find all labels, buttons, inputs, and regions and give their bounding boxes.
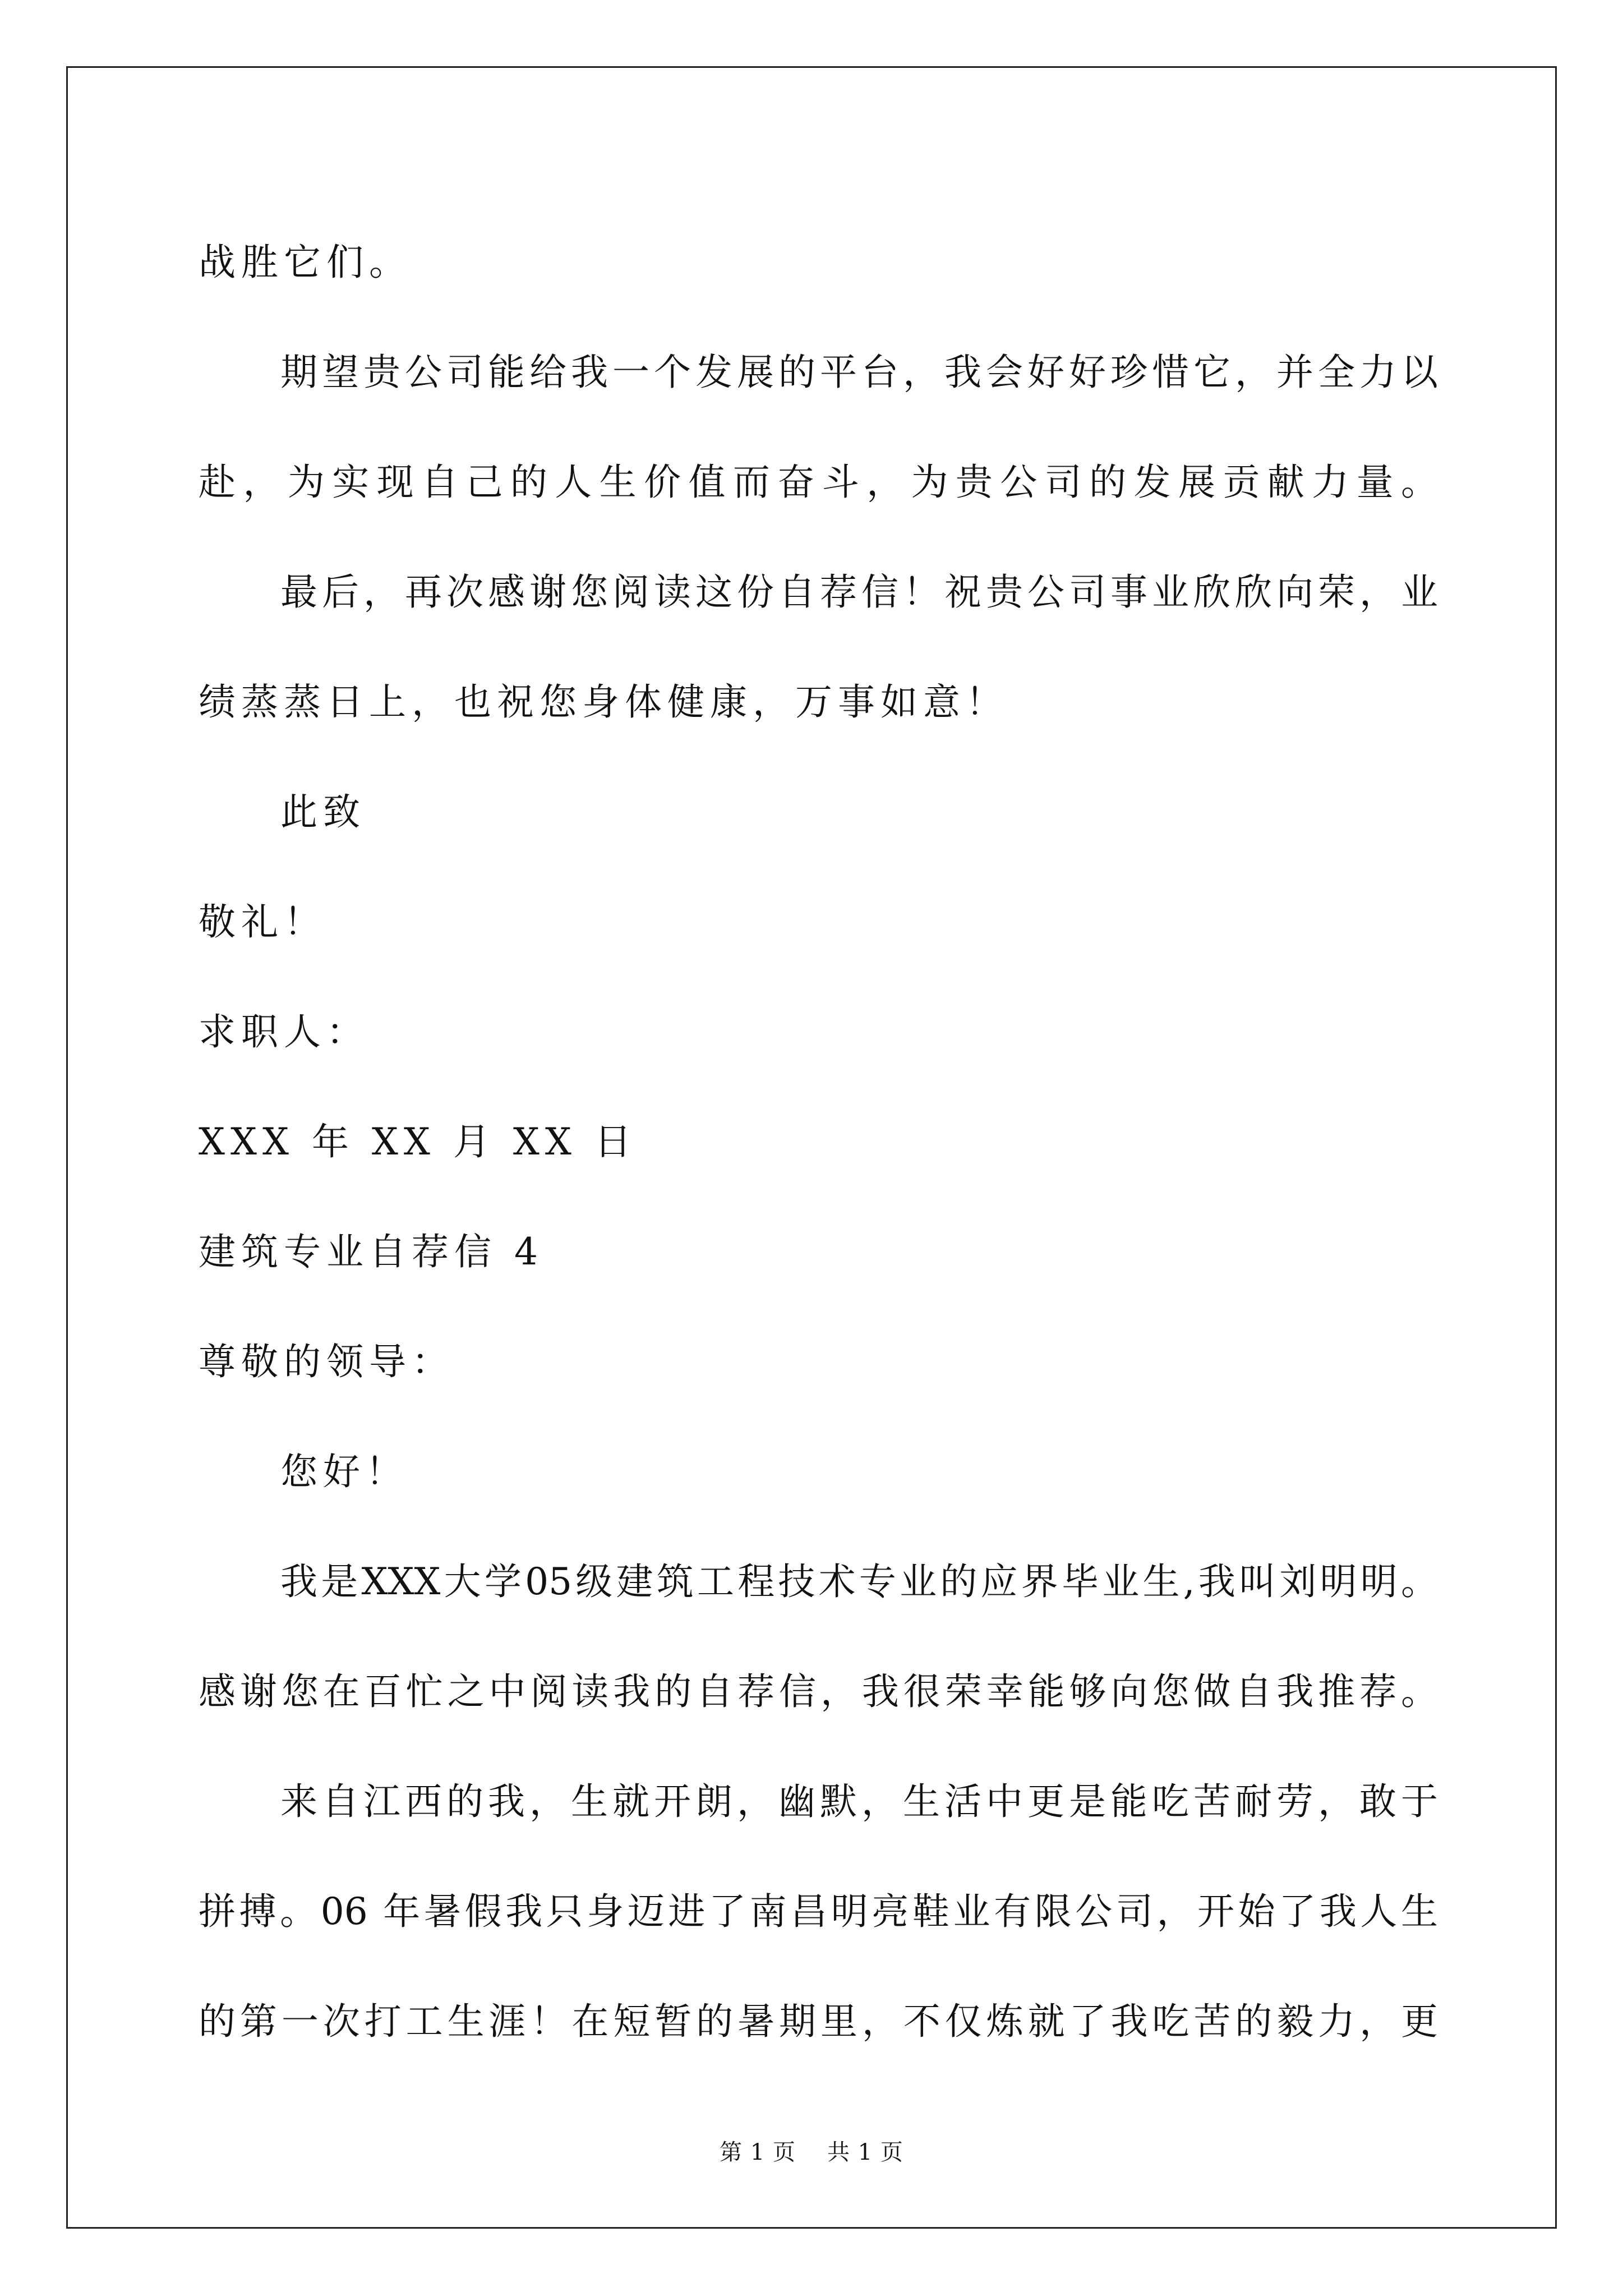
text-line: 的第一次打工生涯！在短暂的暑期里，不仅炼就了我吃苦的毅力，更: [199, 2000, 1438, 2043]
page-total: 共 1 页: [827, 2139, 903, 2165]
text-line: 赴，为实现自己的人生价值而奋斗，为贵公司的发展贡献力量。: [199, 461, 1438, 504]
text-line: 绩蒸蒸日上，也祝您身体健康，万事如意！: [199, 680, 1008, 724]
section-title: 建筑专业自荐信 4: [199, 1230, 543, 1273]
greeting-line: 尊敬的领导：: [199, 1340, 454, 1383]
text-line: 我是XXX大学05级建筑工程技术专业的应界毕业生,我叫刘明明。: [280, 1560, 1438, 1603]
closing-line: 此致: [280, 790, 366, 834]
page-number: 第 1 页: [720, 2139, 796, 2165]
date-line: XXX 年 XX 月 XX 日: [199, 1120, 637, 1163]
letter-body: [199, 208, 1438, 2077]
text-line: 来自江西的我，生就开朗，幽默，生活中更是能吃苦耐劳，敢于: [280, 1780, 1438, 1823]
text-line: 战胜它们。: [199, 241, 412, 284]
text-line: 最后，再次感谢您阅读这份自荐信！祝贵公司事业欣欣向荣，业: [280, 570, 1438, 614]
salutation-line: 敬礼！: [199, 900, 326, 944]
hello-line: 您好！: [280, 1450, 408, 1493]
text-line: 期望贵公司能给我一个发展的平台，我会好好珍惜它，并全力以: [280, 351, 1438, 394]
text-line: 拼搏。06 年暑假我只身迈进了南昌明亮鞋业有限公司，开始了我人生: [199, 1890, 1438, 1933]
text-line: 感谢您在百忙之中阅读我的自荐信，我很荣幸能够向您做自我推荐。: [199, 1670, 1438, 1713]
applicant-line: 求职人：: [199, 1010, 369, 1053]
page-footer: [0, 2134, 1623, 2166]
